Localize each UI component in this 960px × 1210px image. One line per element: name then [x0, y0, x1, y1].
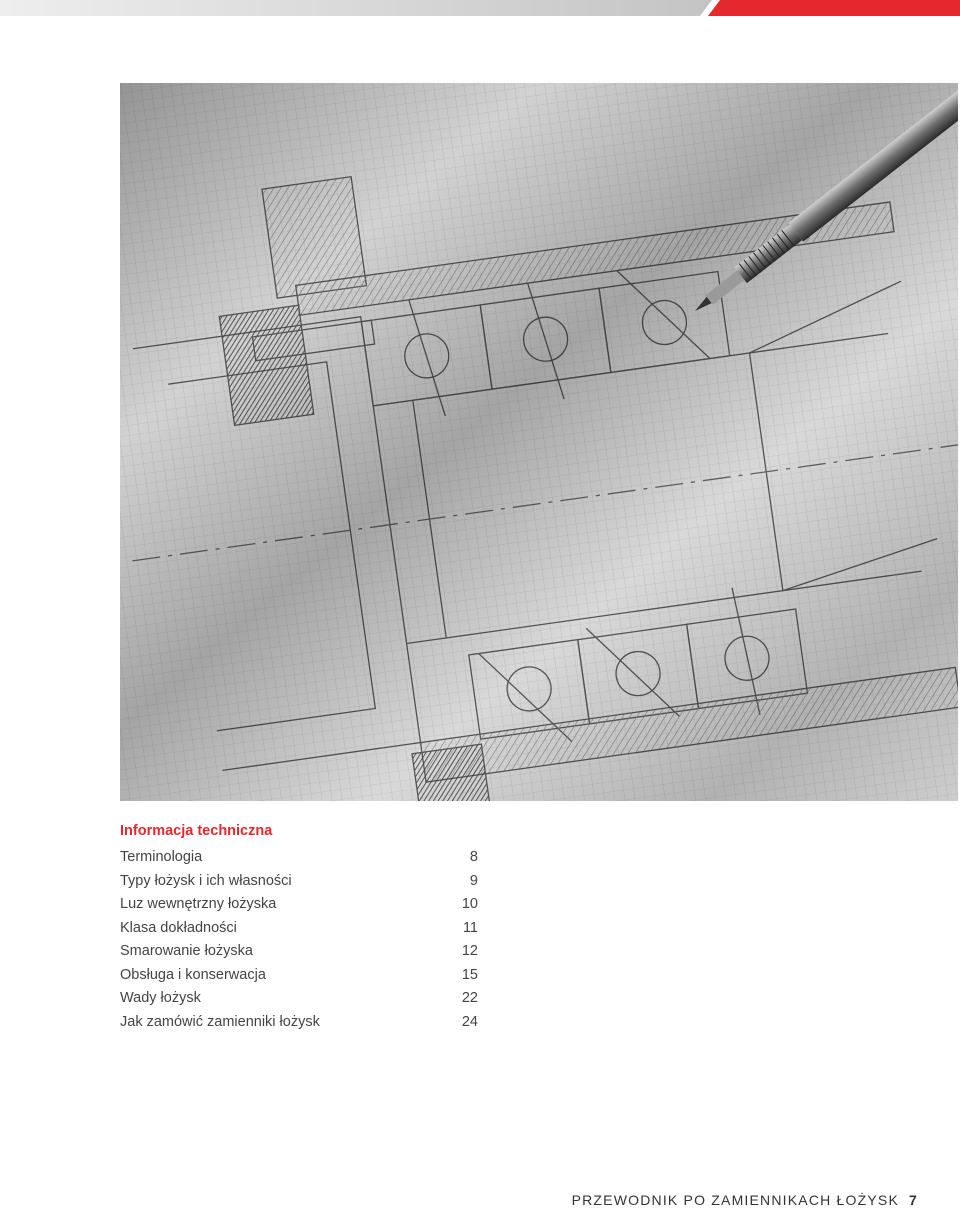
toc-item[interactable]: [120, 893, 480, 917]
page-footer: [572, 1192, 918, 1208]
toc-item[interactable]: [120, 846, 480, 870]
toc-item-label: Obsługa i konserwacja: [120, 966, 266, 983]
toc-item-page: 8: [469, 849, 478, 865]
toc-item[interactable]: [120, 964, 480, 988]
toc-item-page: 24: [461, 1013, 478, 1030]
toc-item-label: Terminologia: [120, 849, 203, 865]
toc-item[interactable]: [120, 917, 480, 941]
toc-item-page: 12: [461, 943, 478, 959]
toc-heading: Informacja techniczna: [120, 823, 273, 839]
toc-item[interactable]: [120, 940, 480, 964]
toc-item-label: Wady łożysk: [120, 990, 201, 1006]
toc-item-label: Jak zamówić zamienniki łożysk: [120, 1013, 320, 1030]
toc-item-page: 15: [461, 966, 478, 983]
table-of-contents: [120, 822, 480, 1034]
toc-item[interactable]: [120, 987, 480, 1011]
toc-item-page: 22: [461, 990, 478, 1006]
page-number: 7: [909, 1192, 918, 1208]
toc-item-label: Typy łożysk i ich własności: [120, 872, 292, 889]
footer-title: PRZEWODNIK PO ZAMIENNIKACH ŁOŻYSK: [571, 1192, 899, 1208]
header-stripe: [0, 0, 960, 16]
toc-item-label: Luz wewnętrzny łożyska: [120, 896, 277, 912]
toc-item-page: 11: [462, 919, 478, 936]
toc-item[interactable]: [120, 1011, 480, 1035]
toc-item[interactable]: [120, 870, 480, 894]
toc-item-page: 9: [469, 872, 478, 889]
header-stripe-red: [708, 0, 960, 16]
technical-drawing-photo: [120, 83, 958, 801]
toc-item-label: Klasa dokładności: [120, 919, 237, 936]
toc-item-label: Smarowanie łożyska: [120, 943, 253, 959]
header-stripe-gray: [0, 0, 712, 16]
toc-item-page: 10: [461, 896, 478, 912]
